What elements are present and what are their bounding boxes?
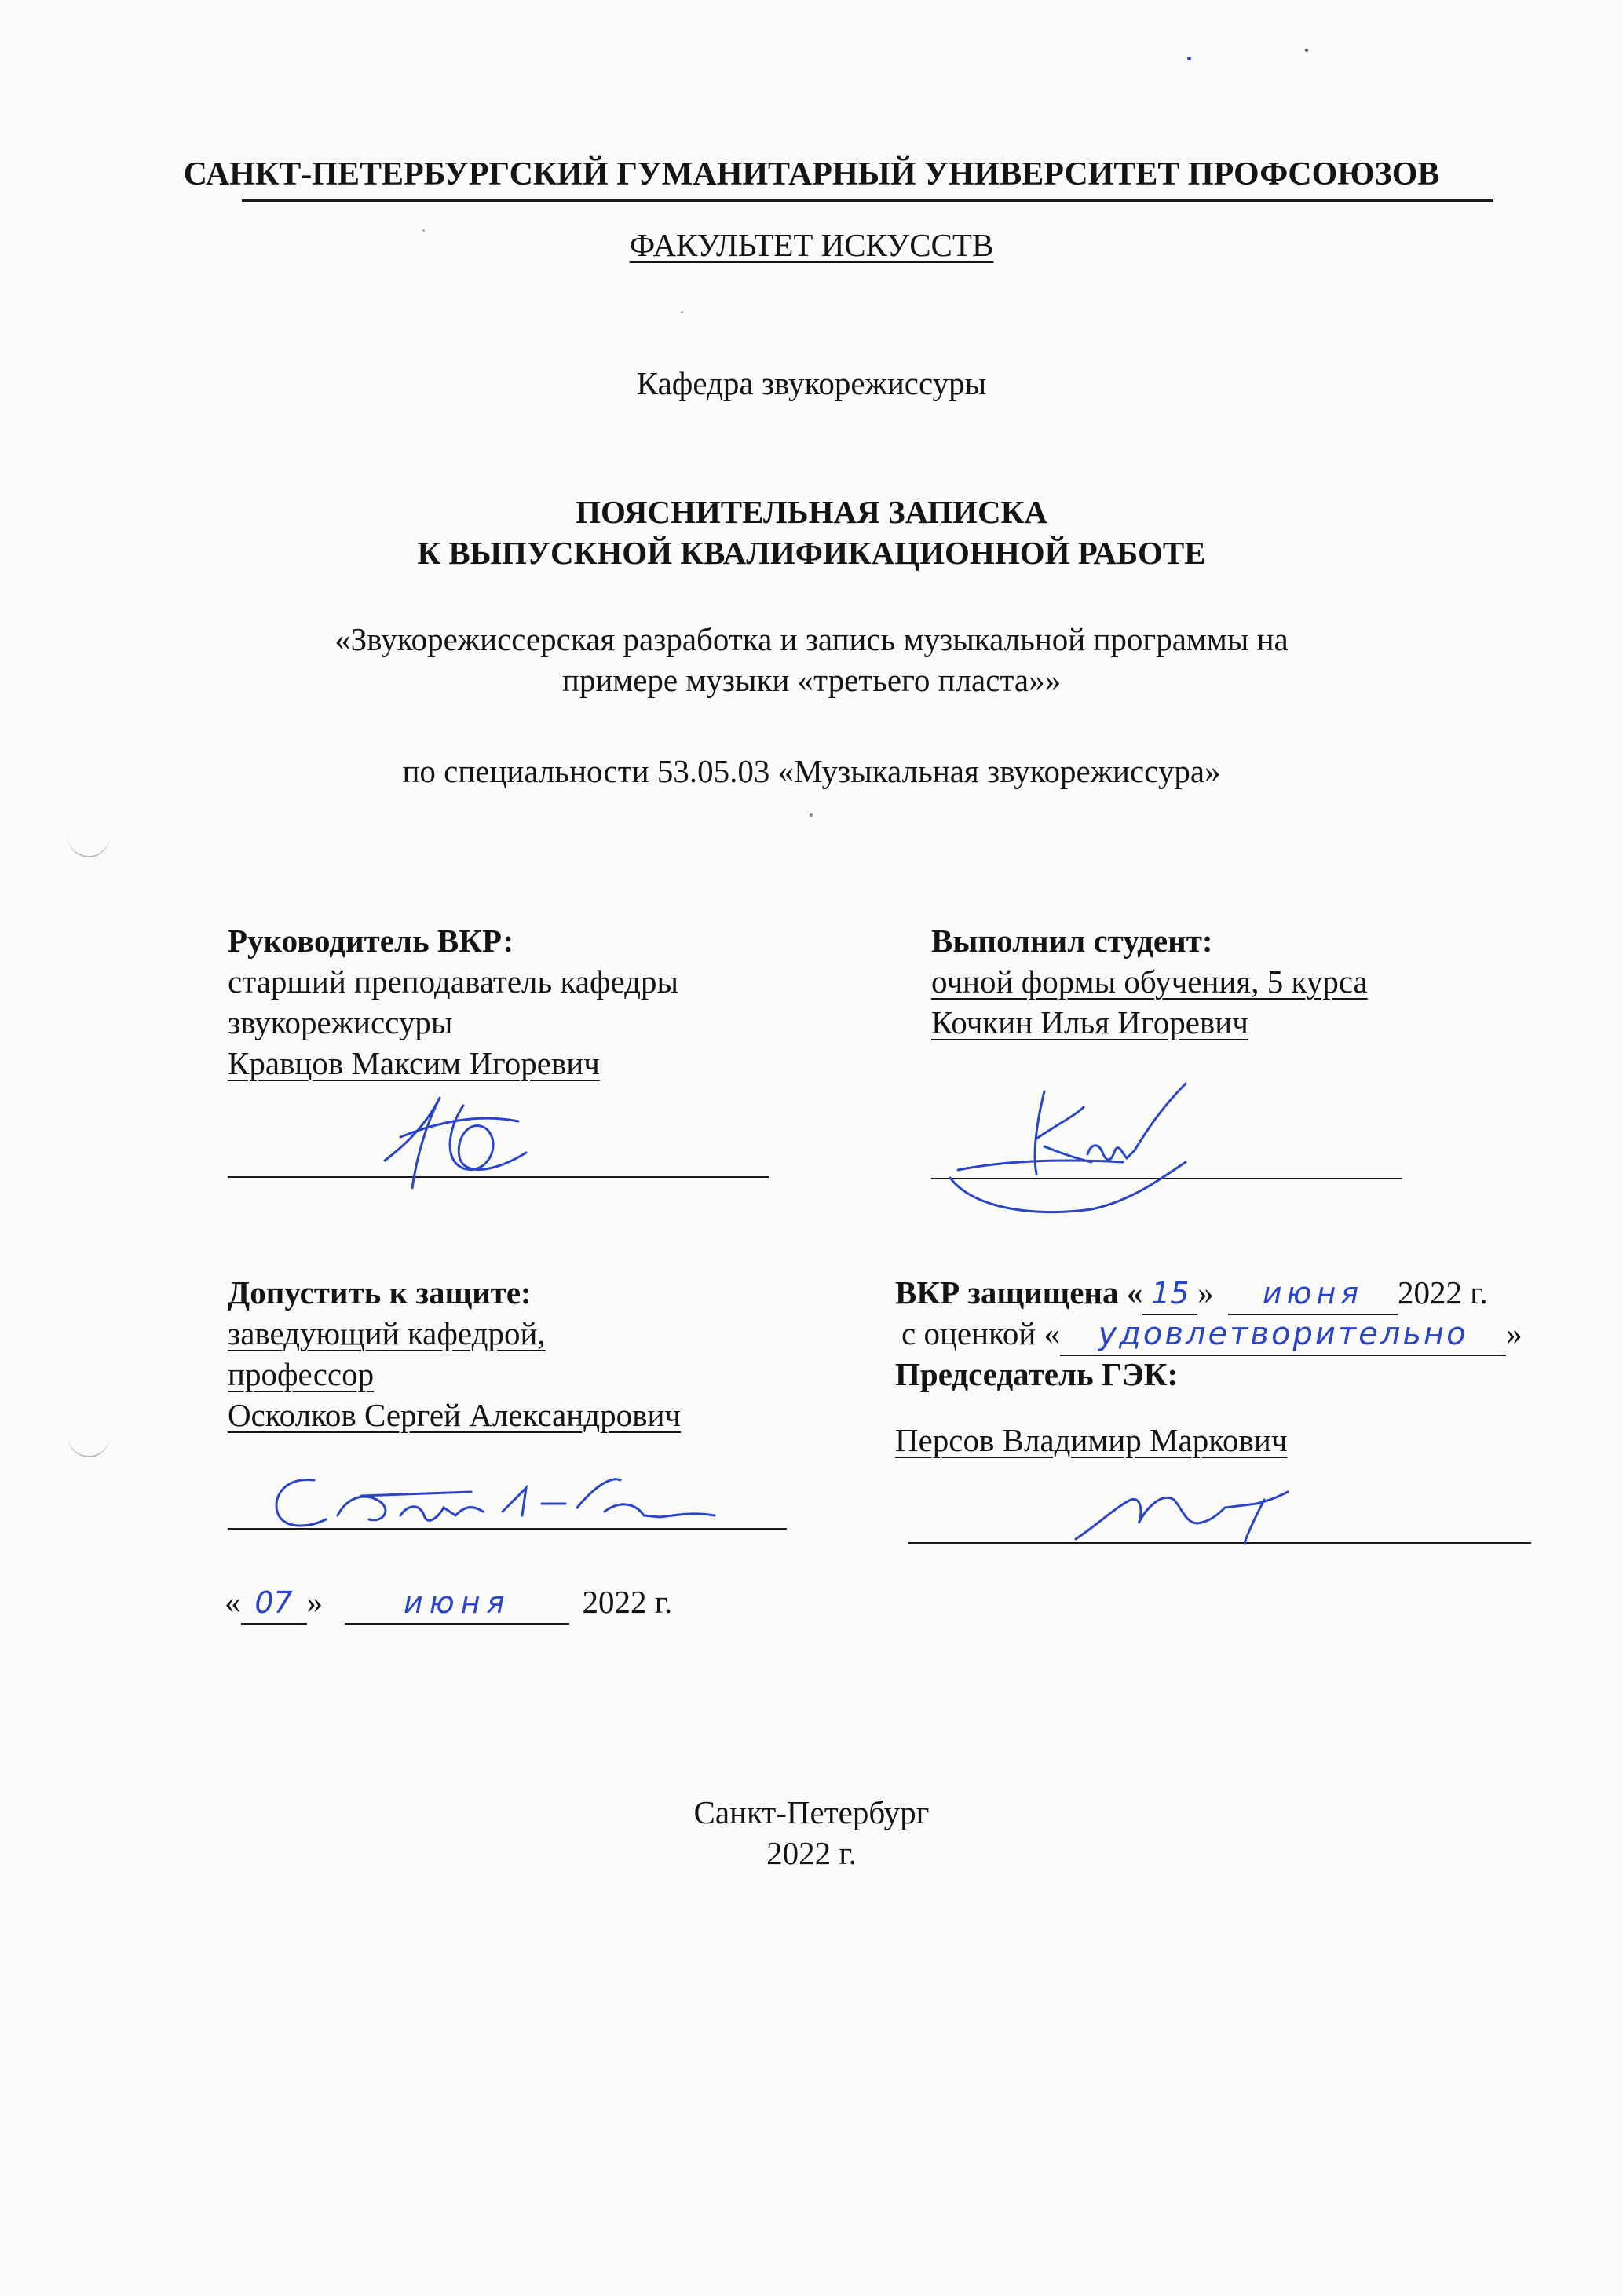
student-heading: Выполнил студент: (931, 923, 1213, 959)
admit-heading: Допустить к защите: (228, 1274, 532, 1311)
admit-position: заведующий кафедрой, (228, 1315, 546, 1351)
supervisor-position: старший преподаватель кафедры (228, 963, 679, 1000)
defense-day: 15 (1151, 1276, 1190, 1311)
defense-grade-value: удовлетворительно (1098, 1316, 1468, 1352)
admit-date-day: 07 (254, 1585, 293, 1620)
header-rule (242, 199, 1493, 202)
student-info: очной формы обучения, 5 курса (931, 963, 1368, 1000)
university-name: САНКТ-ПЕТЕРБУРГСКИЙ ГУМАНИТАРНЫЙ УНИВЕРСИТЕТ ПРОФСОЮЗОВ (183, 156, 1440, 192)
supervisor-position: звукорежиссуры (228, 1004, 453, 1040)
specialty: по специальности 53.05.03 «Музыкальная звукорежиссура» (402, 753, 1221, 789)
admit-signature (267, 1468, 738, 1539)
topic-line2: примере музыки «третьего пласта»» (561, 662, 1062, 698)
student-signature (927, 1076, 1209, 1233)
punch-hole-mark (68, 813, 110, 857)
supervisor-signature (369, 1082, 550, 1200)
defense-status: ВКР защищена « 15 » июня 2022 г. (895, 1272, 1488, 1315)
document-title-line2: К ВЫПУСКНОЙ КВАЛИФИКАЦИОННОЙ РАБОТЕ (417, 535, 1206, 571)
chair-signature (1068, 1476, 1303, 1547)
faculty-name: ФАКУЛЬТЕТ ИСКУССТВ (629, 227, 994, 263)
scan-speck (1187, 57, 1191, 60)
scan-speck (810, 813, 813, 817)
punch-hole-mark (68, 1413, 110, 1457)
document-title-line1: ПОЯСНИТЕЛЬНАЯ ЗАПИСКА (576, 494, 1047, 530)
footer-year: 2022 г. (766, 1835, 857, 1871)
supervisor-name: Кравцов Максим Игоревич (228, 1045, 600, 1081)
admit-date-month: июня (404, 1585, 511, 1620)
supervisor-heading: Руководитель ВКР: (228, 923, 514, 959)
admit-date: « 07 » июня 2022 г. (225, 1581, 672, 1625)
chair-name: Персов Владимир Маркович (895, 1422, 1288, 1458)
scan-speck (1305, 49, 1308, 52)
student-name: Кочкин Илья Игоревич (931, 1004, 1248, 1040)
department-name: Кафедра звукорежиссуры (636, 365, 987, 401)
scan-speck (681, 311, 683, 313)
defense-grade: с оценкой « удовлетворительно » (901, 1313, 1522, 1356)
chair-heading: Председатель ГЭК: (895, 1356, 1179, 1392)
admit-name: Осколков Сергей Александрович (228, 1397, 682, 1433)
defense-month: июня (1262, 1276, 1364, 1311)
footer-city: Санкт-Петербург (693, 1794, 930, 1830)
admit-position: профессор (228, 1356, 375, 1392)
topic-line1: «Звукорежиссерская разработка и запись музыкальной программы на (334, 621, 1289, 657)
